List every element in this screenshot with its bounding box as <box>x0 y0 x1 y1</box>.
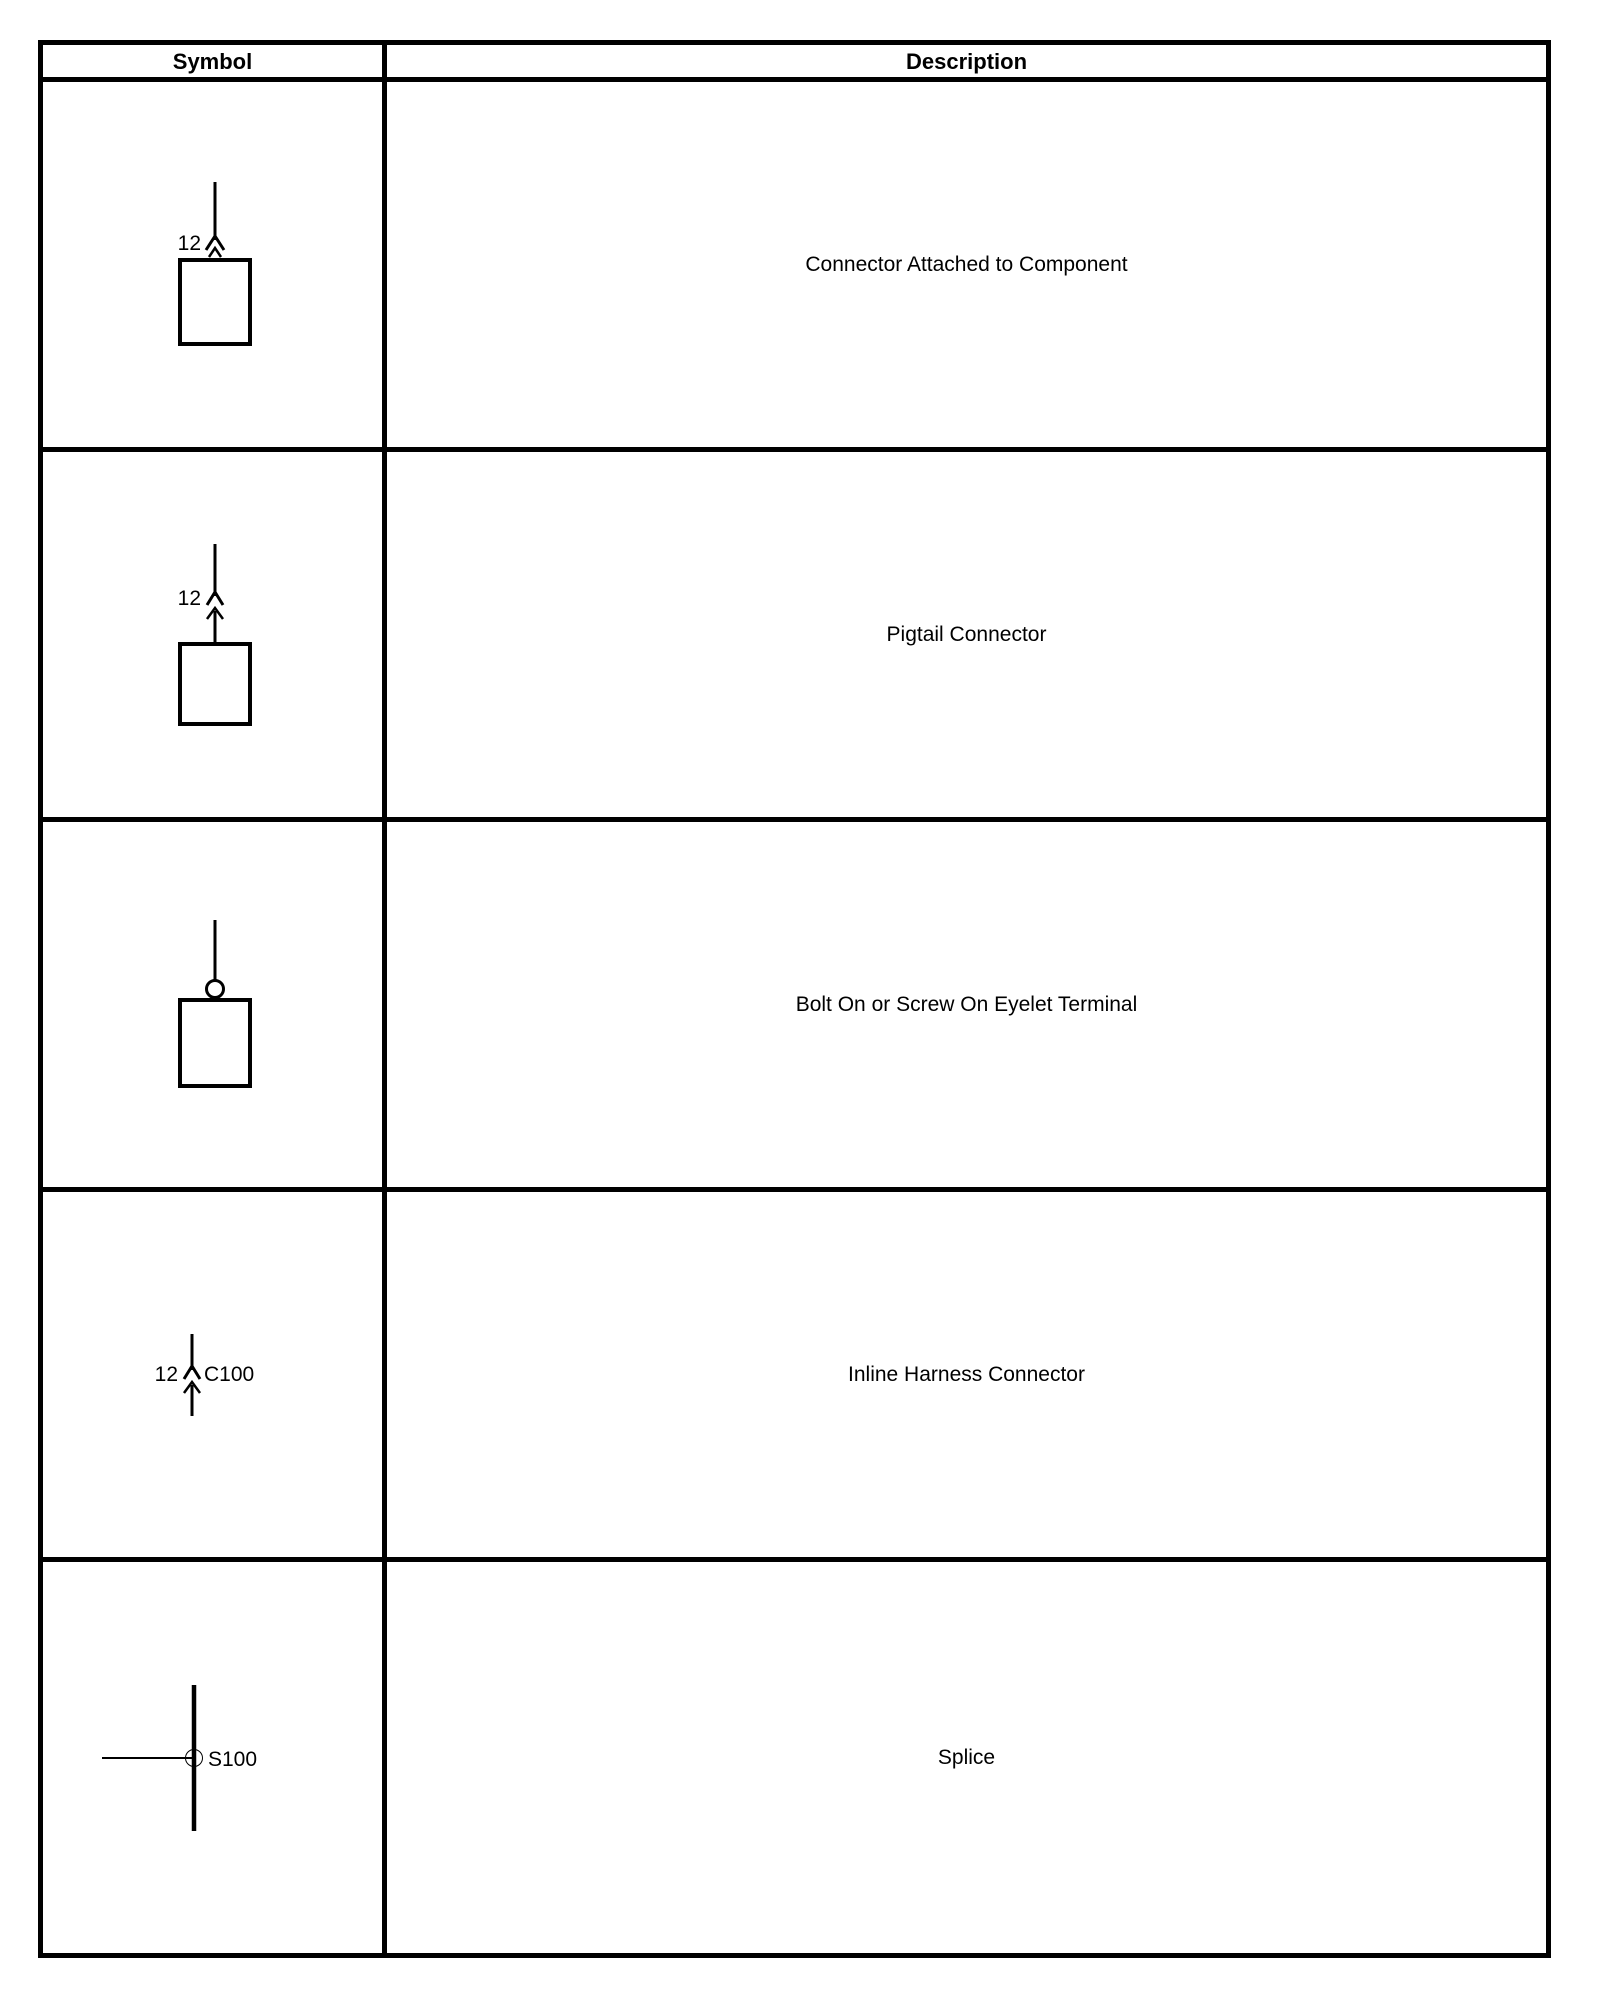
description-text: Splice <box>937 1745 996 1769</box>
table-row <box>43 452 1546 822</box>
description-text: Connector Attached to Component <box>805 252 1128 276</box>
description-cell <box>387 1562 1546 1953</box>
table-row <box>43 1562 1546 1953</box>
header-cell-description: Description <box>905 49 1028 74</box>
header-row <box>43 45 1546 82</box>
description-text: Inline Harness Connector <box>848 1362 1085 1386</box>
pigtail-connector-icon <box>151 542 275 728</box>
symbol-cell <box>43 452 387 817</box>
description-text: Bolt On or Screw On Eyelet Terminal <box>795 992 1138 1016</box>
splice-id-label: S100 <box>207 1747 257 1771</box>
connector-id-label: C100 <box>203 1362 254 1386</box>
table-row <box>43 82 1546 452</box>
wire-gauge-label: 12 <box>154 1362 178 1386</box>
header-cell-symbol: Symbol <box>43 45 387 77</box>
symbol-cell <box>43 1192 387 1557</box>
splice-icon <box>98 1683 328 1833</box>
symbol-legend-table <box>38 40 1551 1958</box>
symbol-cell <box>43 1562 387 1953</box>
symbol-cell <box>43 822 387 1187</box>
description-text: Pigtail Connector <box>886 622 1047 646</box>
description-cell <box>387 82 1546 447</box>
wire-gauge-label: 12 <box>177 231 201 255</box>
table-row <box>43 1192 1546 1562</box>
connector-attached-to-component-icon <box>151 180 275 350</box>
wire-gauge-label: 12 <box>177 586 201 610</box>
description-cell <box>387 1192 1546 1557</box>
eyelet-terminal-icon <box>151 918 275 1092</box>
description-cell <box>387 452 1546 817</box>
table-row <box>43 822 1546 1192</box>
description-cell <box>387 822 1546 1187</box>
symbol-cell <box>43 82 387 447</box>
inline-harness-connector-icon <box>118 1332 308 1418</box>
